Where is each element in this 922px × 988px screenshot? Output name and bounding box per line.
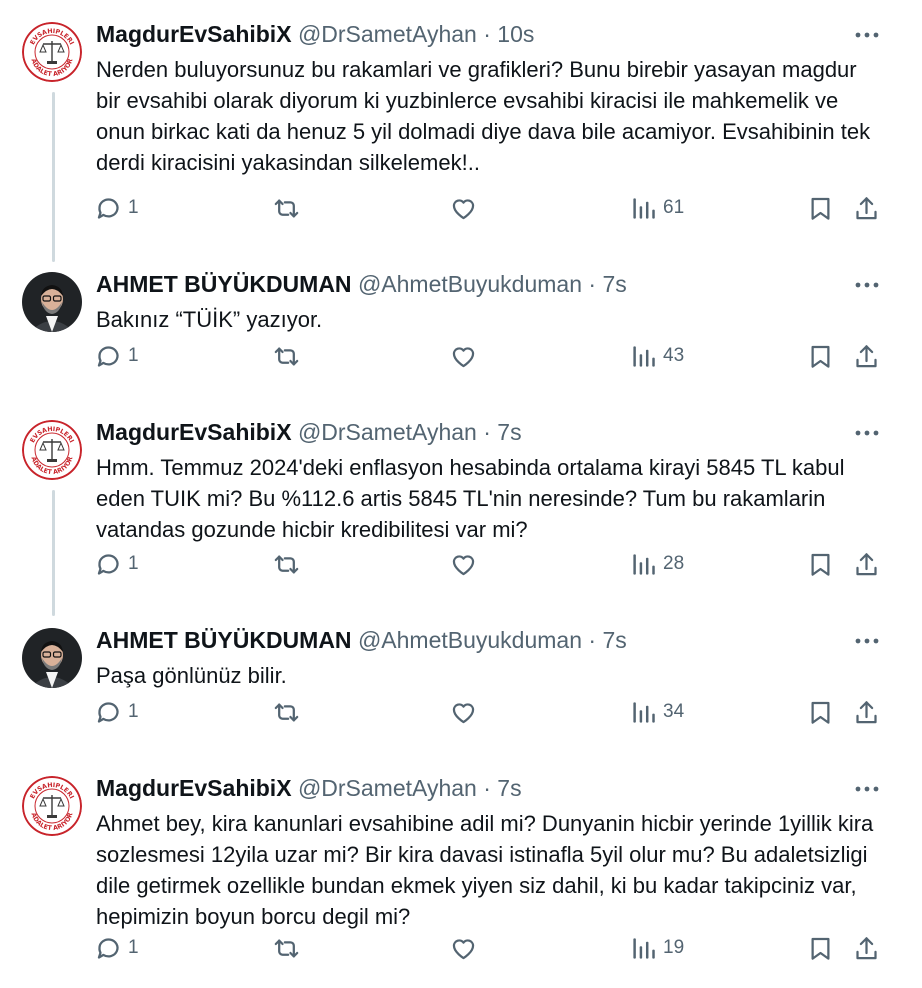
tweet-4[interactable] <box>0 606 922 754</box>
more-options-button[interactable] <box>852 270 882 298</box>
tweet-header <box>96 270 627 298</box>
bookmark-icon <box>807 935 834 962</box>
reply-button[interactable] <box>95 340 139 372</box>
display-name[interactable]: AHMET BÜYÜKDUMAN <box>96 271 352 297</box>
views-icon <box>630 551 657 578</box>
avatar[interactable] <box>22 272 82 332</box>
tweet-text: Nerden buluyorsunuz bu rakamlari ve grafikleri? Bunu birebir yasayan magdur bir evsahibi olarak diyorum ki yuzbinlerce evsahibi kiracisi ile mahkemelik ve onun birkac kati da henuz 5 yil dolmadi diye dava bile acamiyor. Evsahibinin tek derdi kiracisini yakasindan silkelemek!.. <box>96 57 871 175</box>
views-count: 61 <box>663 197 685 218</box>
share-button[interactable] <box>853 340 880 372</box>
bookmark-button[interactable] <box>807 192 834 224</box>
avatar[interactable] <box>22 628 82 688</box>
share-icon <box>853 195 880 222</box>
avatar-photo-image <box>22 628 82 688</box>
display-name[interactable]: MagdurEvSahibiX <box>96 21 292 47</box>
user-handle[interactable]: @DrSametAyhan <box>297 21 477 47</box>
timestamp[interactable]: 7s <box>497 419 522 445</box>
views-count: 43 <box>663 345 685 366</box>
tweet-1[interactable] <box>0 0 922 250</box>
views-count: 28 <box>663 553 685 574</box>
views-count: 19 <box>663 937 685 958</box>
avatar-logo-image <box>22 776 82 836</box>
retweet-icon <box>273 343 300 370</box>
avatar-logo-image <box>22 22 82 82</box>
user-handle[interactable]: @AhmetBuyukduman <box>357 627 583 653</box>
action-bar <box>0 188 922 228</box>
display-name[interactable]: MagdurEvSahibiX <box>96 419 292 445</box>
reply-count: 1 <box>128 553 139 574</box>
share-button[interactable] <box>853 548 880 580</box>
svg-text:ADALET ARIYOR: ADALET ARIYOR <box>29 57 75 79</box>
retweet-icon <box>273 699 300 726</box>
reply-count: 1 <box>128 197 139 218</box>
retweet-button[interactable] <box>273 548 300 580</box>
heart-icon <box>450 195 477 222</box>
views-icon <box>630 195 657 222</box>
user-handle[interactable]: @DrSametAyhan <box>297 775 477 801</box>
views-button[interactable] <box>630 340 684 372</box>
svg-text:EVSAHIPLERI: EVSAHIPLERI <box>29 781 75 801</box>
share-icon <box>853 935 880 962</box>
reply-count: 1 <box>128 345 139 366</box>
share-icon <box>853 343 880 370</box>
reply-button[interactable] <box>95 696 139 728</box>
avatar-logo-image <box>22 420 82 480</box>
avatar[interactable] <box>22 776 82 836</box>
more-icon <box>852 270 882 298</box>
separator-dot: · <box>588 271 597 297</box>
views-icon <box>630 699 657 726</box>
reply-button[interactable] <box>95 192 139 224</box>
views-icon <box>630 343 657 370</box>
reply-count: 1 <box>128 937 139 958</box>
like-button[interactable] <box>450 340 477 372</box>
share-button[interactable] <box>853 932 880 964</box>
more-options-button[interactable] <box>852 626 882 654</box>
share-button[interactable] <box>853 192 880 224</box>
reply-button[interactable] <box>95 932 139 964</box>
bookmark-icon <box>807 699 834 726</box>
heart-icon <box>450 935 477 962</box>
svg-text:ADALET ARIYOR: ADALET ARIYOR <box>29 455 75 477</box>
views-button[interactable] <box>630 192 684 224</box>
retweet-icon <box>273 195 300 222</box>
retweet-icon <box>273 935 300 962</box>
tweet-text: Ahmet bey, kira kanunlari evsahibine adil mi? Dunyanin hicbir yerinde 1yillik kira sozlesmesi 12yila uzar mi? Bir kira davasi istinafla 5yil olur mu? Bu adaletsizligi dile getirmek ozellikle bundan ekmek yiyen siz dahil, ki bu kadar takipciniz var, hepimizin boyun borcu degil mi? <box>96 811 874 929</box>
user-handle[interactable]: @AhmetBuyukduman <box>357 271 583 297</box>
like-button[interactable] <box>450 696 477 728</box>
action-bar <box>0 692 922 732</box>
tweet-text: Paşa gönlünüz bilir. <box>96 663 287 688</box>
more-options-button[interactable] <box>852 20 882 48</box>
retweet-icon <box>273 551 300 578</box>
tweet-3[interactable] <box>0 398 922 606</box>
thread-line <box>52 92 55 262</box>
heart-icon <box>450 343 477 370</box>
bookmark-button[interactable] <box>807 932 834 964</box>
more-icon <box>852 418 882 446</box>
like-button[interactable] <box>450 932 477 964</box>
tweet-header <box>96 418 522 446</box>
tweet-text: Bakınız “TÜİK” yazıyor. <box>96 307 323 332</box>
more-options-button[interactable] <box>852 418 882 446</box>
like-button[interactable] <box>450 548 477 580</box>
avatar[interactable] <box>22 22 82 82</box>
share-icon <box>853 551 880 578</box>
reply-icon <box>95 935 122 962</box>
like-button[interactable] <box>450 192 477 224</box>
action-bar <box>0 928 922 968</box>
views-icon <box>630 935 657 962</box>
retweet-button[interactable] <box>273 192 300 224</box>
views-button[interactable] <box>630 548 684 580</box>
views-button[interactable] <box>630 932 684 964</box>
retweet-button[interactable] <box>273 932 300 964</box>
timestamp[interactable]: 7s <box>602 627 627 653</box>
user-handle[interactable]: @DrSametAyhan <box>297 419 477 445</box>
action-bar <box>0 544 922 584</box>
retweet-button[interactable] <box>273 340 300 372</box>
svg-text:EVSAHIPLERI: EVSAHIPLERI <box>29 425 75 445</box>
reply-icon <box>95 551 122 578</box>
timestamp[interactable]: 10s <box>497 21 535 47</box>
tweet-2[interactable] <box>0 250 922 398</box>
avatar[interactable] <box>22 420 82 480</box>
reply-icon <box>95 343 122 370</box>
bookmark-icon <box>807 343 834 370</box>
svg-text:ADALET ARIYOR: ADALET ARIYOR <box>29 811 75 833</box>
share-button[interactable] <box>853 696 880 728</box>
tweet-header <box>96 20 534 48</box>
heart-icon <box>450 699 477 726</box>
more-icon <box>852 626 882 654</box>
bookmark-button[interactable] <box>807 548 834 580</box>
views-count: 34 <box>663 701 685 722</box>
display-name[interactable]: MagdurEvSahibiX <box>96 775 292 801</box>
more-icon <box>852 20 882 48</box>
separator-dot: · <box>588 627 597 653</box>
svg-text:EVSAHIPLERI: EVSAHIPLERI <box>29 27 75 47</box>
bookmark-button[interactable] <box>807 340 834 372</box>
avatar-photo-image <box>22 272 82 332</box>
more-options-button[interactable] <box>852 774 882 802</box>
reply-count: 1 <box>128 701 139 722</box>
share-icon <box>853 699 880 726</box>
reply-icon <box>95 699 122 726</box>
tweet-header <box>96 774 522 802</box>
bookmark-icon <box>807 195 834 222</box>
timestamp[interactable]: 7s <box>602 271 627 297</box>
reply-button[interactable] <box>95 548 139 580</box>
tweet-5[interactable] <box>0 754 922 988</box>
action-bar <box>0 336 922 376</box>
bookmark-button[interactable] <box>807 696 834 728</box>
separator-dot: · <box>483 21 491 47</box>
separator-dot: · <box>483 419 491 445</box>
tweet-header <box>96 626 627 654</box>
bookmark-icon <box>807 551 834 578</box>
tweet-text: Hmm. Temmuz 2024'deki enflasyon hesabinda ortalama kirayi 5845 TL kabul eden TUIK mi? Bu %112.6 artis 5845 TL'nin neresinde? Tum bu rakamlarin vatandas gozunde hicbir kredibilitesi var mi? <box>96 455 845 542</box>
separator-dot: · <box>483 775 491 801</box>
timestamp[interactable]: 7s <box>497 775 522 801</box>
views-button[interactable] <box>630 696 684 728</box>
display-name[interactable]: AHMET BÜYÜKDUMAN <box>96 627 352 653</box>
retweet-button[interactable] <box>273 696 300 728</box>
more-icon <box>852 774 882 802</box>
heart-icon <box>450 551 477 578</box>
reply-icon <box>95 195 122 222</box>
